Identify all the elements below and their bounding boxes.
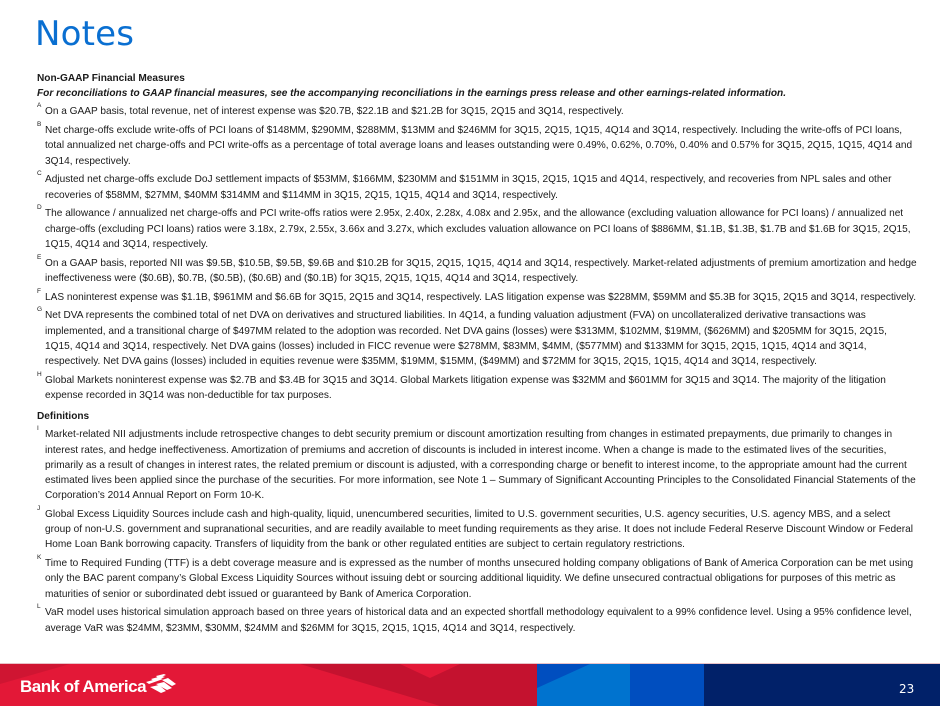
footnote-b <box>37 123 917 169</box>
footnote-text: Time to Required Funding (TTF) is a debt coverage measure and is expressed as the number of months unsecured holding company obligations of Bank of America Corporation can be met using only the BAC parent company’s Global Excess Liquidity Sources without issuing debt or sourcing additional liquidity. We define unsecured contractual obligations for purposes of this metric as maturities of senior or subordinated debt issued or guaranteed by Bank of America Corporation. <box>45 558 914 600</box>
page-number: 23 <box>899 682 915 696</box>
footnote-marker: D <box>37 204 42 212</box>
footnote-text: The allowance / annualized net charge-offs and PCI write-offs ratios were 2.95x, 2.40x, 2.28x, 4.08x and 2.95x, and the allowance (excluding valuation allowance for PCI loans) / annualized net charge-offs (excluding PCI loans) ratios were 3.18x, 2.79x, 2.55x, 3.66x and 3.27x, which excludes valuation allowance on PCI loans of $886MM, $1.1B, $1.3B, $1.7B and $1.6B for 3Q15, 2Q15, 1Q15, 4Q14 and 3Q14, respectively. <box>45 208 911 250</box>
footer-mid-blue-band <box>630 664 704 706</box>
footnote-marker: F <box>37 287 41 295</box>
footnote-text: Net charge-offs exclude write-offs of PCI loans of $148MM, $290MM, $288MM, $13MM and $246MM for 3Q15, 2Q15, 1Q15, 4Q14 and 3Q14, respectively. Including the write-offs of PCI loans, total annualized net charge-offs and PCI write-offs as a percentage of total average loans and leases outstanding were 0.49%, 0.62%, 0.70%, 0.40% and 0.57% for 3Q15, 2Q15, 1Q15, 4Q14 and 3Q14, respectively. <box>45 125 913 167</box>
brand-logo-text: Bank of America <box>20 677 147 696</box>
footnote-g <box>37 308 917 369</box>
flag-logo-icon <box>142 674 178 696</box>
footnote-marker: A <box>37 102 42 110</box>
footnote-text: On a GAAP basis, total revenue, net of interest expense was $20.7B, $22.1B and $21.2B for 3Q15, 2Q15 and 3Q14, respectively. <box>45 106 624 118</box>
footnote-marker: K <box>37 554 42 562</box>
footnote-l <box>37 605 917 635</box>
page-title: Notes <box>35 14 135 54</box>
footnote-c <box>37 172 917 202</box>
footnote-marker: C <box>37 170 42 178</box>
footnote-d <box>37 206 917 252</box>
footnote-text: Net DVA represents the combined total of net DVA on derivatives and structured liabilities. In 4Q14, a funding valuation adjustment (FVA) on uncollateralized derivative transactions was implemented, and a transitional charge of $497MM related to the adoption was recorded. Net DVA gains (losses) were $313MM, $102MM, $19MM, ($626MM) and $205MM for 3Q15, 2Q15, 1Q15, 4Q14 and 3Q14, respectively. Net DVA gains (losses) included in FICC revenue were $278MM, $83MM, $4MM, ($577MM) and $133MM for 3Q15, 2Q15, 1Q15, 4Q14 and 3Q14, respectively. Net DVA gains (losses) included in equities revenue were $35MM, $19MM, $15MM, ($49MM) and $72MM for 3Q15, 2Q15, 1Q15, 4Q14 and 3Q14, respectively. <box>45 310 887 368</box>
footnote-marker: B <box>37 121 42 129</box>
footnote-text: Adjusted net charge-offs exclude DoJ settlement impacts of $53MM, $166MM, $230MM and $151MM in 3Q15, 2Q15, 1Q15 and 4Q14, respectively, and recoveries from NPL sales and other recoveries of $58MM, $27MM, $40MM $314MM and $114MM in 3Q15, 2Q15, 1Q15, 4Q14 and 3Q14, respectively. <box>45 174 892 201</box>
section-heading-non-gaap: Non-GAAP Financial Measures <box>37 73 185 84</box>
footnote-text: Global Excess Liquidity Sources include cash and high-quality, liquid, unencumbered securities, limited to U.S. government securities, U.S. agency securities, U.S. agency MBS, and a select group of non-U.S. government and supranational securities, and are readily available to meet funding requirements as they arise. It does not include Federal Reserve Discount Window or Federal Home Loan Bank borrowing capacity. Transfers of liquidity from the bank or other regulated entities are subject to certain regulatory restrictions. <box>45 509 913 551</box>
footnote-marker: L <box>37 603 41 611</box>
footnote-marker: J <box>37 505 41 513</box>
footnote-h <box>37 370 917 403</box>
footnote-j <box>37 507 917 553</box>
footnote-k <box>37 556 917 602</box>
footnote-text: On a GAAP basis, reported NII was $9.5B, $10.5B, $9.5B, $9.6B and $10.2B for 3Q15, 2Q15, 1Q15, 4Q14 and 3Q14, respectively. Market-related adjustments of premium amortization and hedge ineffectiveness were ($0.6B), $0.7B, ($0.5B), ($0.6B) and ($0.1B) for 3Q15, 2Q15, 1Q15, 4Q14 and 3Q14, respectively. <box>45 257 917 284</box>
footnote-e <box>37 253 917 286</box>
footnote-text: VaR model uses historical simulation approach based on three years of historical data and an expected shortfall methodology equivalent to a 99% confidence level. Using a 95% confidence level, average VaR was $24MM, $23MM, $30MM, $24MM and $26MM for 3Q15, 2Q15, 1Q15, 4Q14 and 3Q14, respectively. <box>45 607 912 634</box>
footnote-marker: H <box>37 370 42 378</box>
footnote-i <box>37 427 917 503</box>
section-heading-definitions: Definitions <box>37 411 90 423</box>
footnote-marker: G <box>37 306 43 314</box>
section-subheading-non-gaap: For reconciliations to GAAP financial measures, see the accompanying reconciliations in the earnings press release and other earnings-related information. <box>37 88 787 100</box>
footnote-marker: I <box>37 425 39 433</box>
footnote-text: Global Markets noninterest expense was $2.7B and $3.4B for 3Q15 and 3Q14. Global Markets litigation expense was $32MM and $601MM for 3Q15 and 3Q14. The majority of the litigation expense recorded in 3Q14 was non-deductible for tax purposes. <box>45 374 886 402</box>
footnote-a <box>37 104 917 119</box>
footnote-f <box>37 287 917 305</box>
footnote-marker: E <box>37 253 42 261</box>
footnote-text: LAS noninterest expense was $1.1B, $961MM and $6.6B for 3Q15, 2Q15 and 3Q14, respectively. LAS litigation expense was $228MM, $59MM and $5.3B for 3Q15, 2Q15 and 3Q14, respectively. <box>45 291 917 303</box>
footnote-text: Market-related NII adjustments include retrospective changes to debt security premium or discount amortization resulting from changes in estimated prepayments, due primarily to changes in interest rates, and hedge ineffectiveness. Amortization of premiums and accretion of discounts is included in interest income. When a change is made to the estimated lives of the securities, primarily as a result of changes in interest rates, the related premium or discount is adjusted, with a corresponding charge or benefit to interest income, to the appropriate amount had the current estimated lives been applied since the purchase of the securities. For more information, see Note 1 – Summary of Significant Accounting Principles to the Consolidated Financial Statements of the Corporation’s 2014 Annual Report on Form 10-K. <box>45 429 916 502</box>
notes-body <box>37 71 917 639</box>
